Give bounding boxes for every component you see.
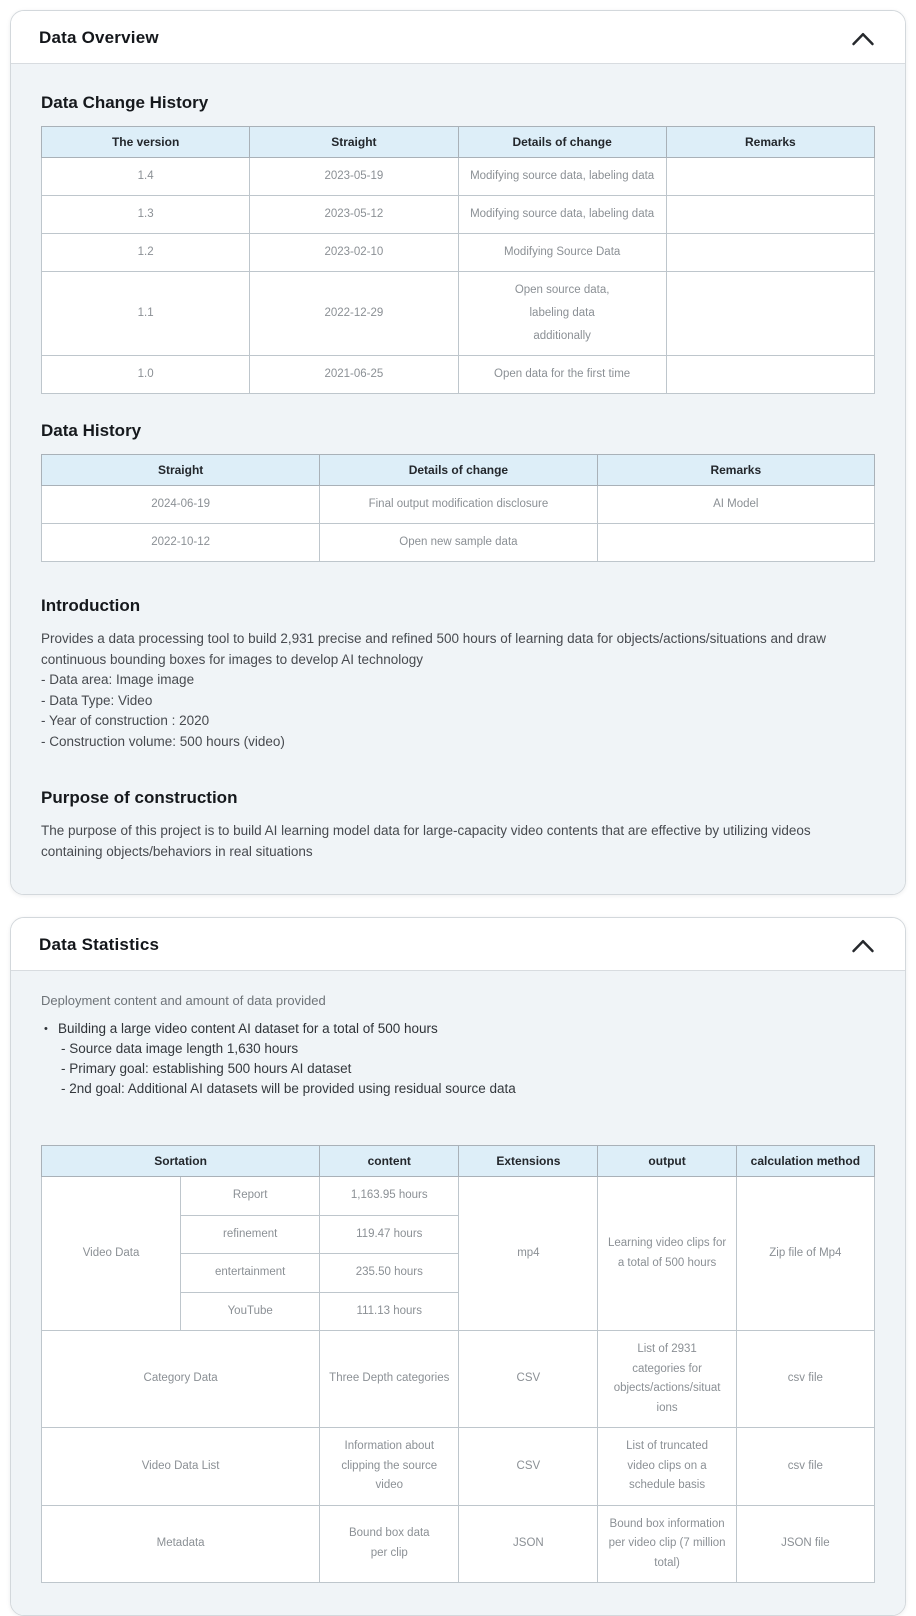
cell-content: Bound box data per clip	[320, 1505, 459, 1583]
data-overview-card	[10, 10, 906, 895]
cell-details: Modifying source data, labeling data	[458, 158, 666, 196]
cell-version: 1.3	[42, 196, 250, 234]
data-statistics-card	[10, 917, 906, 1616]
cell-details: Open data for the first time	[458, 356, 666, 394]
table-row	[42, 486, 875, 524]
cell-content: Three Depth categories	[320, 1331, 459, 1428]
introduction-paragraph: Provides a data processing tool to build 2,931 precise and refined 500 hours of learning data for objects/actions/situations and draw continuous bounding boxes for images to develop AI technology	[41, 631, 826, 667]
table-row	[42, 196, 875, 234]
cell-output: Learning video clips for a total of 500 hours	[598, 1177, 736, 1331]
cell-details: Open new sample data	[320, 524, 597, 562]
cell-extension: CSV	[459, 1428, 598, 1506]
data-overview-body	[11, 64, 905, 894]
deployment-label: Deployment content and amount of data provided	[41, 993, 326, 1008]
introduction-heading: Introduction	[41, 596, 141, 615]
table-row	[42, 1331, 875, 1428]
cell-content: 235.50 hours	[320, 1254, 459, 1293]
cell-details: Open source data, labeling data additionally	[458, 272, 666, 356]
column-header: content	[320, 1146, 459, 1177]
cell-subcategory: Report	[181, 1177, 320, 1216]
cell-version: 1.1	[42, 272, 250, 356]
cell-method: csv file	[736, 1331, 874, 1428]
cell-subcategory: refinement	[181, 1215, 320, 1254]
cell-method: csv file	[736, 1428, 874, 1506]
data-history-heading: Data History	[41, 421, 142, 440]
cell-remarks	[666, 272, 874, 356]
column-header: Sortation	[42, 1146, 320, 1177]
cell-date: 2021-06-25	[250, 356, 458, 394]
table-header-row	[42, 127, 875, 158]
purpose-paragraph: The purpose of this project is to build AI learning model data for large-capacity video contents that are effective by utilizing videos containing objects/behaviors in real situations	[41, 823, 811, 859]
cell-group-video-data: Video Data	[42, 1177, 181, 1331]
cell-version: 1.0	[42, 356, 250, 394]
column-header: Remarks	[666, 127, 874, 158]
data-overview-accordion-header[interactable]	[11, 11, 905, 64]
cell-version: 1.4	[42, 158, 250, 196]
column-header: Straight	[250, 127, 458, 158]
column-header: Extensions	[459, 1146, 598, 1177]
cell-date: 2022-12-29	[250, 272, 458, 356]
cell-sortation: Metadata	[42, 1505, 320, 1583]
table-row	[42, 356, 875, 394]
cell-extension: JSON	[459, 1505, 598, 1583]
sub-bullet-line: - 2nd goal: Additional AI datasets will be provided using residual source data	[61, 1081, 516, 1096]
data-statistics-title: Data Statistics	[39, 935, 160, 954]
cell-remarks	[666, 158, 874, 196]
cell-date: 2022-10-12	[42, 524, 320, 562]
cell-remarks: AI Model	[597, 486, 874, 524]
cell-date: 2023-02-10	[250, 234, 458, 272]
sub-bullet-line: - Primary goal: establishing 500 hours AI dataset	[61, 1061, 352, 1076]
cell-output: Bound box information per video clip (7 million total)	[598, 1505, 736, 1583]
cell-date: 2023-05-12	[250, 196, 458, 234]
data-statistics-accordion-header[interactable]	[11, 918, 905, 971]
cell-remarks	[666, 196, 874, 234]
column-header: The version	[42, 127, 250, 158]
cell-output: List of 2931 categories for objects/actions/situations	[598, 1331, 736, 1428]
statistics-sub-bullets	[61, 1039, 875, 1099]
cell-output: List of truncated video clips on a schedule basis	[598, 1428, 736, 1506]
table-header-row	[42, 455, 875, 486]
column-header: Details of change	[320, 455, 597, 486]
table-row	[42, 158, 875, 196]
bullet-text: Building a large video content AI dataset for a total of 500 hours	[58, 1021, 438, 1036]
column-header: Details of change	[458, 127, 666, 158]
purpose-heading: Purpose of construction	[41, 788, 238, 807]
detail-line: - Construction volume: 500 hours (video)	[41, 733, 285, 749]
cell-method: Zip file of Mp4	[736, 1177, 874, 1331]
cell-details: Modifying source data, labeling data	[458, 196, 666, 234]
column-header: output	[598, 1146, 736, 1177]
change-history-heading: Data Change History	[41, 93, 209, 112]
detail-line: - Data Type: Video	[41, 692, 153, 708]
table-row	[42, 524, 875, 562]
statistics-bullet-item	[41, 1019, 875, 1039]
data-statistics-body	[11, 971, 905, 1615]
cell-remarks	[666, 234, 874, 272]
cell-content: 1,163.95 hours	[320, 1177, 459, 1216]
chevron-up-icon[interactable]	[849, 936, 877, 955]
chevron-up-icon[interactable]	[849, 29, 877, 48]
data-overview-title: Data Overview	[39, 28, 159, 47]
cell-sortation: Video Data List	[42, 1428, 320, 1506]
table-row	[42, 1428, 875, 1506]
detail-line: - Year of construction : 2020	[41, 713, 210, 728]
sub-bullet-line: - Source data image length 1,630 hours	[61, 1041, 299, 1056]
cell-version: 1.2	[42, 234, 250, 272]
table-row	[42, 1177, 875, 1216]
cell-sortation: Category Data	[42, 1331, 320, 1428]
table-header-row	[42, 1146, 875, 1177]
cell-date: 2024-06-19	[42, 486, 320, 524]
cell-date: 2023-05-19	[250, 158, 458, 196]
table-row	[42, 272, 875, 356]
cell-subcategory: entertainment	[181, 1254, 320, 1293]
cell-details: Final output modification disclosure	[320, 486, 597, 524]
column-header: Remarks	[597, 455, 874, 486]
table-row	[42, 1505, 875, 1583]
change-history-table	[41, 126, 875, 394]
bullet-marker: •	[44, 1023, 48, 1035]
cell-extension: mp4	[459, 1177, 598, 1331]
cell-extension: CSV	[459, 1331, 598, 1428]
cell-remarks	[597, 524, 874, 562]
data-history-table	[41, 454, 875, 562]
cell-content: Information about clipping the source video	[320, 1428, 459, 1506]
column-header: Straight	[42, 455, 320, 486]
cell-subcategory: YouTube	[181, 1292, 320, 1331]
cell-remarks	[666, 356, 874, 394]
detail-line: - Data area: Image image	[41, 672, 195, 687]
cell-content: 111.13 hours	[320, 1292, 459, 1331]
column-header: calculation method	[736, 1146, 874, 1177]
table-row	[42, 234, 875, 272]
statistics-table	[41, 1145, 875, 1583]
introduction-detail-list	[41, 670, 875, 752]
cell-details: Modifying Source Data	[458, 234, 666, 272]
cell-method: JSON file	[736, 1505, 874, 1583]
cell-content: 119.47 hours	[320, 1215, 459, 1254]
